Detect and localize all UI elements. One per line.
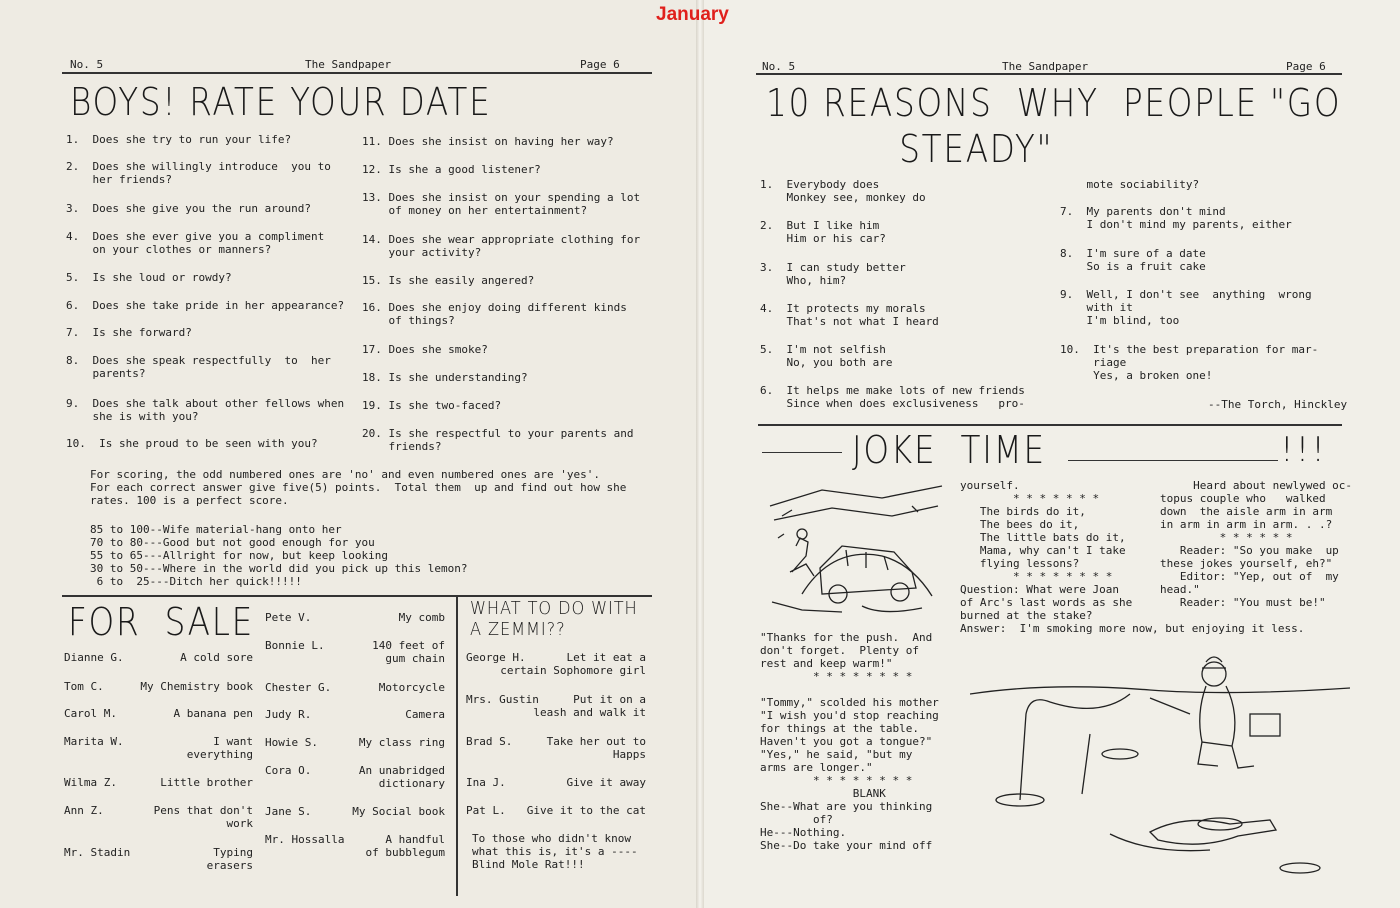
for-sale-item: Little brother [160, 776, 253, 789]
jokes-column-1: "Thanks for the push. And don't forget. Plenty of rest and keep warm!" * * * * * * * * "Tommy," scolded his mother "I wish you'd stop reaching for things at the table. Haven't you got a tongue?" "Yes," he said, "but my arms are longer." * * * * * * * * BLANK She--What are you thinking of? He---Nothing. She--Do take your mind off [760, 631, 939, 852]
for-sale-name: Jane S. [265, 805, 312, 818]
joke-left-dash [762, 452, 842, 453]
scoring-instructions: For scoring, the odd numbered ones are 'no' and even numbered ones are 'yes'. For each correct answer give five(5) points. Total them up and find out how she rates. 100 is a perfect score. [90, 468, 627, 507]
for-sale-name: Mr. Hossalla [265, 833, 345, 846]
reason-item: 8. I'm sure of a date So is a fruit cake [1060, 247, 1206, 273]
for-sale-item: My class ring [358, 736, 445, 749]
jokes-column-2: yourself. * * * * * * * The birds do it, The bees do it, The little bats do it, Mama, why can't I take flying lessons? * * * * * * * * Question: What were Joan of Arc's last words as she burned at the stake? Answer: I'm smoking more now, but enjoying it less. [960, 479, 1305, 635]
joke-right-dash [1068, 460, 1278, 461]
go-steady-title: 10 REASONS WHY PEOPLE "GO STEADY" [766, 81, 1342, 171]
question-5: 5. Is she loud or rowdy? [66, 271, 232, 284]
question-16: 16. Does she enjoy doing different kinds of things? [362, 301, 627, 327]
for-sale-item: My Social book [352, 805, 445, 818]
left-issue-number: No. 5 [70, 58, 104, 71]
for-sale-item: Camera [405, 708, 445, 721]
question-14: 14. Does she wear appropriate clothing for your activity? [362, 233, 641, 259]
right-page [700, 0, 1400, 908]
for-sale-name: Mr. Stadin [64, 846, 131, 859]
for-sale-name: Dianne G. [64, 651, 124, 664]
page-fold [696, 0, 704, 908]
question-2: 2. Does she willingly introduce you to her friends? [66, 160, 331, 186]
reason-item: 1. Everybody does Monkey see, monkey do [760, 178, 926, 204]
right-issue-number: No. 5 [762, 60, 796, 73]
jokes-column-3: Heard about newlywed oc- topus couple who walked down the aisle arm in arm in arm in arm in arm. . .? * * * * * * Reader: "So you make up these jokes yourself, eh?" Editor: "Yep, out of my head." Reader: "You must be!" [1160, 479, 1353, 609]
for-sale-name: Marita W. [64, 735, 124, 748]
for-sale-item: My comb [398, 611, 445, 624]
for-sale-name: Wilma Z. [64, 776, 117, 789]
for-sale-title: FOR SALE [68, 600, 255, 644]
question-1: 1. Does she try to run your life? [66, 133, 292, 146]
question-18: 18. Is she understanding? [362, 371, 528, 384]
for-sale-name: Carol M. [64, 707, 117, 720]
right-newspaper-name: The Sandpaper [1002, 60, 1089, 73]
reason-item: 9. Well, I don't see anything wrong with it I'm blind, too [1060, 288, 1312, 327]
zemmi-name: Pat L. [466, 804, 506, 817]
for-sale-name: Bonnie L. [265, 639, 325, 652]
for-sale-item: A handful of bubblegum [365, 833, 445, 859]
reason-item: 10. It's the best preparation for mar- riage Yes, a broken one! [1060, 343, 1319, 382]
reason-item: 6. It helps me make lots of new friends Since when does exclusiveness pro- [760, 384, 1025, 410]
question-20: 20. Is she respectful to your parents and friends? [362, 427, 634, 453]
reason-source: --The Torch, Hinckley [1208, 398, 1348, 411]
for-sale-item: My Chemistry book [140, 680, 253, 693]
question-11: 11. Does she insist on having her way? [362, 135, 614, 148]
zemmi-answer: Give it to the cat [526, 804, 646, 817]
for-sale-name: Pete V. [265, 611, 312, 624]
for-sale-name: Cora O. [265, 764, 312, 777]
zemmi-answer: Put it on a leash and walk it [533, 693, 646, 719]
zemmi-name: Mrs. Gustin [466, 693, 539, 706]
month-label: January [656, 4, 729, 25]
zemmi-answer: Let it eat a certain Sophomore girl [500, 651, 646, 677]
joke-exclaim: !!! [1280, 430, 1327, 470]
for-sale-item: 140 feet of gum chain [372, 639, 445, 665]
reason-item: 3. I can study better Who, him? [760, 261, 906, 287]
question-9: 9. Does she talk about other fellows when she is with you? [66, 397, 345, 423]
question-12: 12. Is she a good listener? [362, 163, 541, 176]
question-4: 4. Does she ever give you a compliment on your clothes or manners? [66, 230, 325, 256]
zemmi-divider [456, 596, 458, 896]
right-page-number: Page 6 [1286, 60, 1326, 73]
rate-your-date-title: BOYS! RATE YOUR DATE [70, 80, 492, 124]
zemmi-answer: Take her out to Happs [546, 735, 646, 761]
zemmi-name: George H. [466, 651, 526, 664]
for-sale-item: Typing erasers [206, 846, 253, 872]
reason-item: 5. I'm not selfish No, you both are [760, 343, 893, 369]
score-ratings: 85 to 100--Wife material-hang onto her 70 to 80---Good but not good enough for you 55 to 65---Allright for now, but keep looking 30 to 50---Where in the world did you pick up this lemon? 6 to 25---Ditch her quick!!!!! [90, 523, 468, 588]
reason-item: mote sociability? [1060, 178, 1200, 191]
for-sale-item: A cold sore [180, 651, 253, 664]
for-sale-item: Motorcycle [378, 681, 445, 694]
question-10: 10. Is she proud to be seen with you? [66, 437, 318, 450]
zemmi-name: Ina J. [466, 776, 506, 789]
for-sale-name: Judy R. [265, 708, 312, 721]
question-15: 15. Is she easily angered? [362, 274, 535, 287]
for-sale-top-rule [62, 595, 652, 597]
left-header-rule [62, 72, 652, 74]
for-sale-name: Howie S. [265, 736, 318, 749]
question-17: 17. Does she smoke? [362, 343, 488, 356]
for-sale-name: Ann Z. [64, 804, 104, 817]
left-newspaper-name: The Sandpaper [305, 58, 392, 71]
question-6: 6. Does she take pride in her appearance? [66, 299, 345, 312]
for-sale-item: A banana pen [173, 707, 253, 720]
question-13: 13. Does she insist on your spending a lot of money on her entertainment? [362, 191, 641, 217]
for-sale-name: Tom C. [64, 680, 104, 693]
ice-fishing-cartoon [970, 654, 1350, 884]
question-8: 8. Does she speak respectfully to her parents? [66, 354, 331, 380]
left-page-number: Page 6 [580, 58, 620, 71]
joke-time-title: JOKE TIME [852, 428, 1046, 472]
zemmi-answer: Give it away [566, 776, 646, 789]
reason-item: 7. My parents don't mind I don't mind my parents, either [1060, 205, 1292, 231]
for-sale-item: Pens that don't work [153, 804, 253, 830]
question-3: 3. Does she give you the run around? [66, 202, 312, 215]
reason-item: 4. It protects my morals That's not what I heard [760, 302, 939, 328]
zemmi-title: WHAT TO DO WITH A ZEMMI?? [470, 598, 638, 640]
for-sale-item: I want everything [186, 735, 253, 761]
for-sale-item: An unabridged dictionary [358, 764, 445, 790]
question-7: 7. Is she forward? [66, 326, 192, 339]
car-push-cartoon [762, 476, 952, 626]
reason-item: 2. But I like him Him or his car? [760, 219, 886, 245]
for-sale-name: Chester G. [265, 681, 332, 694]
zemmi-note: To those who didn't know what this is, it's a ---- Blind Mole Rat!!! [472, 832, 638, 871]
right-header-rule [756, 73, 1342, 75]
question-19: 19. Is she two-faced? [362, 399, 502, 412]
zemmi-name: Brad S. [466, 735, 513, 748]
joke-top-rule [758, 424, 1342, 426]
